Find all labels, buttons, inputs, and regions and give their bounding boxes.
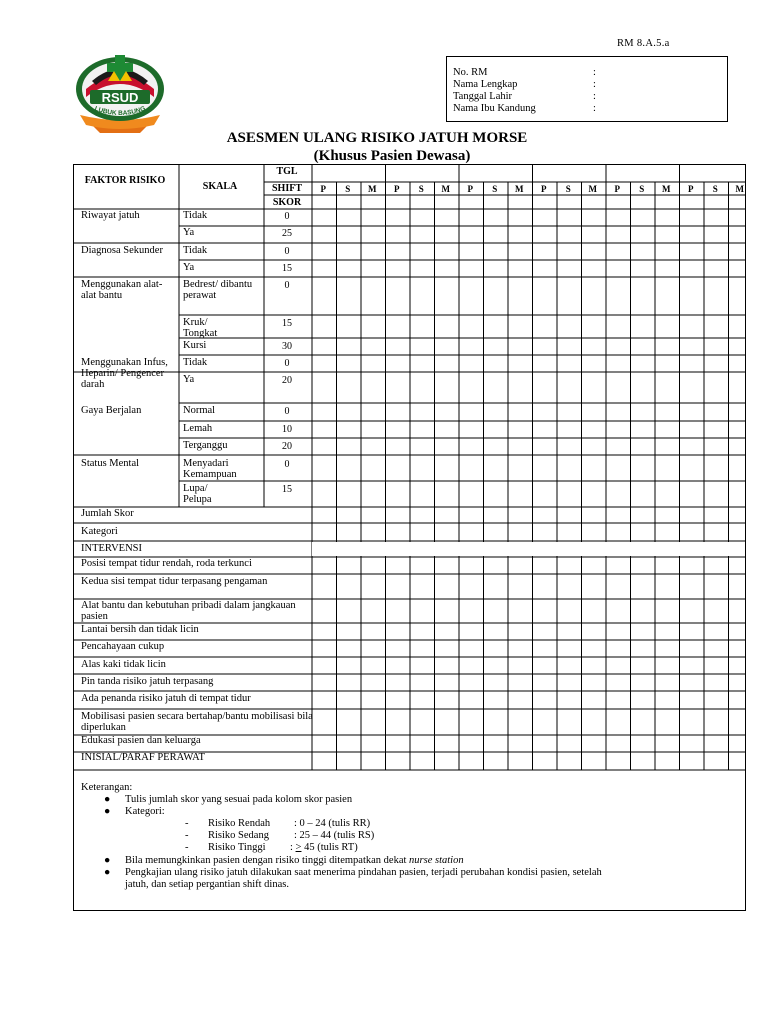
dash-icon: - <box>185 818 189 829</box>
intervention-item: Mobilisasi pasien secara bertahap/bantu mobilisasi bila diperlukan <box>81 711 313 733</box>
patient-identity-box <box>446 56 728 122</box>
skor-value: 0 <box>284 280 290 291</box>
skala-option: Kruk/ Tongkat <box>183 317 218 339</box>
intervention-item: Alas kaki tidak licin <box>81 659 166 670</box>
dash-icon: - <box>185 842 189 853</box>
factor-gaya-berjalan: Gaya Berjalan <box>81 405 142 416</box>
shift-code-label: P <box>394 184 400 194</box>
header-faktor-risiko: FAKTOR RISIKO <box>84 175 166 186</box>
skala-option: Kursi <box>183 340 207 351</box>
intervention-item: Kedua sisi tempat tidur terpasang pengaman <box>81 576 268 587</box>
skala-option: Lemah <box>183 423 213 434</box>
skor-value: 20 <box>282 375 292 386</box>
intervention-item: Pencahayaan cukup <box>81 641 165 652</box>
shift-code-label: P <box>688 184 694 194</box>
shift-code-label: M <box>368 184 377 194</box>
skala-option: Terganggu <box>183 440 228 451</box>
form-subtitle: (Khusus Pasien Dewasa) <box>313 148 471 164</box>
bullet-icon: ● <box>104 794 111 805</box>
skala-option: Tidak <box>183 245 208 256</box>
paraf-perawat-label: INISIAL/PARAF PERAWAT <box>81 752 205 763</box>
keterangan-title: Keterangan: <box>81 782 133 793</box>
skala-option: Ya <box>183 227 195 238</box>
skor-value: 0 <box>284 246 290 257</box>
skor-value: 15 <box>282 318 292 329</box>
shift-code-label: S <box>345 184 351 194</box>
dash-icon: - <box>185 830 189 841</box>
shift-code-label: M <box>662 184 671 194</box>
skor-value: 10 <box>282 424 292 435</box>
keterangan-item: Kategori: <box>125 806 165 817</box>
skor-value: 0 <box>284 358 290 369</box>
shift-code-label: M <box>515 184 524 194</box>
id-colon: : <box>593 67 596 78</box>
category-name: Risiko Tinggi <box>208 842 266 853</box>
keterangan-item: jatuh, dan setiap pergantian shift dinas. <box>125 879 289 890</box>
skor-value: 30 <box>282 341 292 352</box>
intervention-item: Lantai bersih dan tidak licin <box>81 624 199 635</box>
intervention-item: Posisi tempat tidur rendah, roda terkunci <box>81 558 252 569</box>
skala-option: Bedrest/ dibantu perawat <box>183 279 253 301</box>
keterangan-item: Tulis jumlah skor yang sesuai pada kolom skor pasien <box>125 794 353 805</box>
factor-riwayat-jatuh: Riwayat jatuh <box>81 210 140 221</box>
skor-value: 15 <box>282 263 292 274</box>
factor-diagnosa-sekunder: Diagnosa Sekunder <box>81 245 163 256</box>
jumlah-skor-label: Jumlah Skor <box>81 508 134 519</box>
keterangan-item: Bila memungkinkan pasien dengan risiko tinggi ditempatkan dekat nurse station <box>125 855 464 866</box>
id-colon: : <box>593 79 596 90</box>
category-value: : 25 – 44 (tulis RS) <box>294 830 375 841</box>
id-colon: : <box>593 91 596 102</box>
category-name: Risiko Sedang <box>208 830 269 841</box>
bullet-icon: ● <box>104 806 111 817</box>
id-row <box>453 102 596 115</box>
logo-brand: RSUD <box>101 90 139 105</box>
intervention-item: Pin tanda risiko jatuh terpasang <box>81 676 214 687</box>
shift-code-label: S <box>418 184 424 194</box>
intervensi-label: INTERVENSI <box>81 543 142 554</box>
shift-code-label: M <box>441 184 450 194</box>
skor-value: 0 <box>284 459 290 470</box>
category-name: Risiko Rendah <box>208 818 271 829</box>
bullet-icon: ● <box>104 855 111 866</box>
factor-alat-bantu: Menggunakan alat-alat bantu <box>81 279 163 301</box>
skala-option: Menyadari Kemampuan <box>183 458 237 480</box>
skala-option: Normal <box>183 405 216 416</box>
id-label: Nama Lengkap <box>453 79 518 90</box>
intervention-item: Ada penanda risiko jatuh di tempat tidur <box>81 693 251 704</box>
document-code: RM 8.A.5.a <box>617 38 670 49</box>
skala-option: Lupa/ Pelupa <box>183 483 212 505</box>
intervention-item: Edukasi pasien dan keluarga <box>81 735 201 746</box>
skor-value: 25 <box>282 228 292 239</box>
category-value: : 0 – 24 (tulis RR) <box>294 818 371 829</box>
skor-value: 20 <box>282 441 292 452</box>
id-label: No. RM <box>453 67 488 78</box>
intervention-item: Alat bantu dan kebutuhan pribadi dalam jangkauan pasien <box>81 600 296 622</box>
kategori-label: Kategori <box>81 526 118 537</box>
header-skala: SKALA <box>202 181 238 192</box>
shift-code-label: P <box>467 184 473 194</box>
form-title: ASESMEN ULANG RISIKO JATUH MORSE <box>226 130 528 146</box>
skala-option: Ya <box>183 262 195 273</box>
factor-status-mental: Status Mental <box>81 458 140 469</box>
logo-place: LUBUK BASUNG <box>93 105 147 118</box>
header-shift: SHIFT <box>271 183 302 194</box>
id-label: Nama Ibu Kandung <box>453 103 536 114</box>
shift-code-label: P <box>320 184 326 194</box>
skala-option: Tidak <box>183 210 208 221</box>
skala-option: Tidak <box>183 357 208 368</box>
skor-value: 15 <box>282 484 292 495</box>
keterangan-item: Pengkajian ulang risiko jatuh dilakukan saat menerima pindahan pasien, terjadi perubahan kondisi pasien, setelah <box>125 867 602 878</box>
shift-code-label: S <box>565 184 571 194</box>
category-value: : > 45 (tulis RT) <box>290 842 358 853</box>
factor-infus-heparin: Menggunakan Infus, Heparin/ Pengencer darah <box>81 357 168 390</box>
id-colon: : <box>593 103 596 114</box>
skor-value: 0 <box>284 406 290 417</box>
shift-code-label: S <box>712 184 718 194</box>
shift-code-label: M <box>735 184 744 194</box>
header-skor: SKOR <box>272 197 302 208</box>
skala-option: Ya <box>183 374 195 385</box>
shift-code-label: S <box>639 184 645 194</box>
rsud-logo <box>70 51 170 135</box>
header-tgl: TGL <box>276 166 298 177</box>
shift-code-label: M <box>588 184 597 194</box>
shift-code-label: P <box>541 184 547 194</box>
bullet-icon: ● <box>104 867 111 878</box>
id-label: Tanggal Lahir <box>453 91 513 102</box>
shift-code-label: S <box>492 184 498 194</box>
skor-value: 0 <box>284 211 290 222</box>
shift-code-label: P <box>614 184 620 194</box>
